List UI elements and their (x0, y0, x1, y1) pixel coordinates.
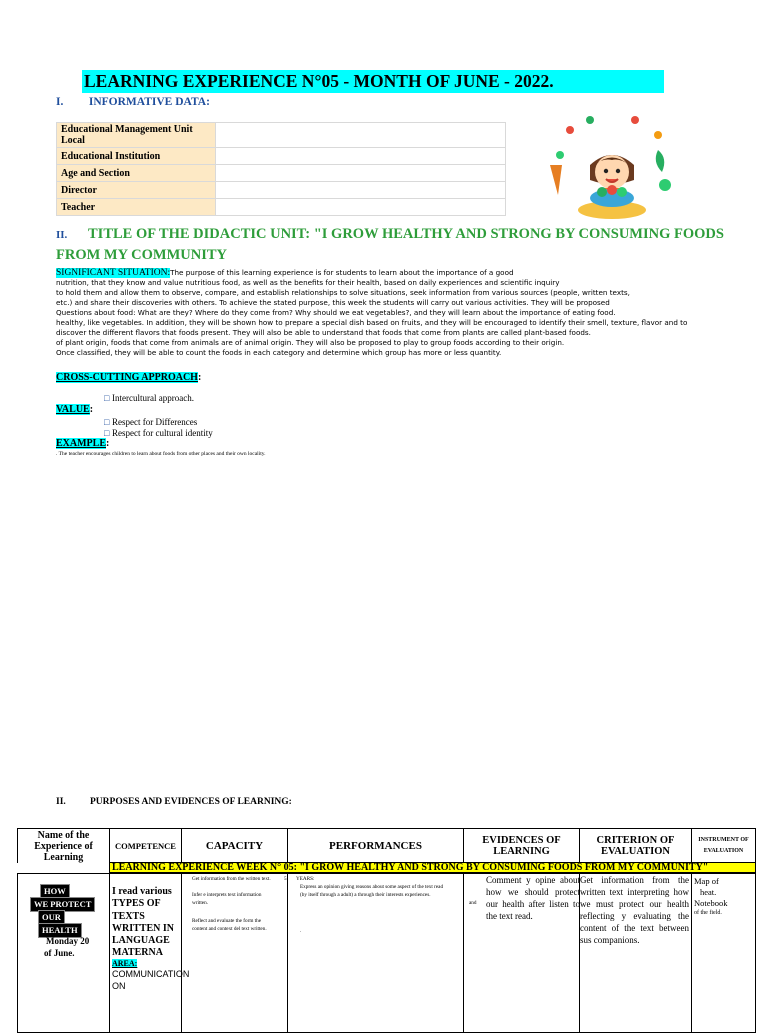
capacity-item: Infer e interprets text information written. (192, 892, 262, 906)
table-row (57, 182, 506, 199)
table-header-row (17, 828, 756, 863)
header-capacity: CAPACITY (182, 829, 288, 863)
info-value (216, 165, 506, 182)
name-box-line: WE PROTECT (30, 897, 95, 912)
info-value (216, 123, 506, 148)
didactic-unit-title: TITLE OF THE DIDACTIC UNIT: "I GROW HEALTHY AND STRONG BY CONSUMING FOODS FROM MY COMMUNITY (56, 226, 724, 263)
info-label: Teacher (57, 199, 216, 216)
header-instrument: INSTRUMENT OF EVALUATION (698, 837, 749, 854)
evidence-text: Comment y opine about how we should protect our health after listen to the text read. (486, 875, 580, 921)
capacity-mark: 5 (284, 876, 287, 882)
section-informative-heading (56, 96, 210, 108)
paragraph-line: discover the different flavors that foods present. They will also be able to understand that foods that come from plants are called plant-based foods. (56, 328, 591, 337)
table-row (57, 165, 506, 182)
name-box-line: OUR (38, 910, 65, 925)
performance-text: Express an opinion giving reasons about some aspect of the text read (by itself through a adult) a through their interests experiences. (300, 884, 444, 898)
example-heading: EXAMPLE: (56, 438, 110, 449)
section-number: I. (56, 96, 64, 108)
example-label: EXAMPLE (56, 438, 106, 449)
section-label: PURPOSES AND EVIDENCES OF LEARNING: (90, 797, 292, 807)
name-day: Monday 20 (46, 936, 90, 946)
header-competence: COMPETENCE (110, 829, 182, 863)
value-item: □ Respect for Differences (104, 417, 198, 427)
name-date: of June. (44, 948, 75, 958)
section-number: II. (56, 797, 66, 807)
evidence-connector: and (469, 900, 477, 906)
area-label: AREA: (112, 959, 138, 968)
paragraph-line: Questions about food: What are they? Where do they come from? Why should we eat vegetables?, and they will learn about the importance of eating food. (56, 308, 616, 317)
area-value: COMMUNICATION ON (112, 969, 190, 991)
section-label: INFORMATIVE DATA: (88, 96, 210, 108)
value-item: □ Respect for cultural identity (104, 428, 213, 438)
competence-text: I read various TYPES OF TEXTS WRITTEN IN LANGUAGE MATERNA (112, 886, 174, 959)
header-evidences: EVIDENCES OF LEARNING (464, 829, 580, 863)
paragraph-line: Once classified, they will be able to count the foods in each category and determine which group has more or less quantity. (56, 348, 502, 357)
name-box-line: HEALTH (38, 923, 82, 938)
paragraph-line: healthy, like vegetables. In addition, they will be shown how to prepare a special dish based on fruits, and they will be encouraged to identify their smell, texture, flavor and to (56, 318, 688, 327)
paragraph-line: nutrition, that they know and value nutritious food, as well as the benefits for their health, based on daily experiences and scientific inquiry (56, 278, 560, 287)
value-label: VALUE (56, 404, 90, 415)
example-text: . The teacher encourages children to learn about foods from other places and their own locality. (56, 451, 266, 457)
informative-data-table (56, 122, 506, 216)
bullet-text: Respect for Differences (112, 417, 198, 427)
info-value (216, 199, 506, 216)
paragraph-line: etc.) and share their discoveries with others. To achieve the stated purpose, this week the students will carry out various activities. They will be proposed (56, 298, 610, 307)
cross-cutting-label: CROSS-CUTTING APPROACH (56, 372, 198, 383)
section-number: II. (56, 229, 68, 241)
child-eating-vegetables-illustration (540, 110, 680, 225)
week-band: LEARNING EXPERIENCE WEEK N° 05: "I GROW HEALTHY AND STRONG BY CONSUMING FOODS FROM MY COMMUNITY" (109, 862, 756, 873)
info-value (216, 182, 506, 199)
header-criterion: CRITERION OF EVALUATION (580, 829, 692, 863)
significant-situation (56, 268, 756, 358)
info-label: Age and Section (57, 165, 216, 182)
info-label: Educational Institution (57, 148, 216, 165)
instrument-line: Notebook (694, 898, 728, 908)
header-experience-name: Name of the Experience of Learning (18, 829, 110, 863)
performance-dot: . (300, 928, 302, 934)
capacity-item: Get information from the written text. (192, 876, 271, 882)
performance-heading: YEARS: (296, 876, 315, 882)
criterion-text: Get information from the written text interpreting how we must protect our health reflecting y evaluating the content of the text between sus companions. (580, 875, 689, 945)
capacity-item: Reflect and evaluate the form the content and context del text written. (192, 918, 267, 932)
section-didactic-title (56, 224, 768, 265)
paragraph-line: to hold them and allow them to observe, compare, and establish relationships to solve situations, seek information from various sources (people, written texts, (56, 288, 630, 297)
paragraph-line: of plant origin, foods that come from animals are of animal origin. They will also be proposed to play to group foods according to their origin. (56, 338, 565, 347)
instrument-line: Map of (694, 876, 719, 886)
cross-cutting-item: □ Intercultural approach. (104, 393, 194, 403)
name-box-line: HOW (40, 884, 70, 899)
cross-cutting-heading: CROSS-CUTTING APPROACH: (56, 372, 202, 383)
info-label: Director (57, 182, 216, 199)
table-row (57, 199, 506, 216)
significant-situation-label: SIGNIFICANT SITUATION: (56, 268, 171, 278)
bullet-text: Respect for cultural identity (112, 428, 213, 438)
table-row (57, 148, 506, 165)
value-heading: VALUE: (56, 404, 94, 415)
paragraph-line: The purpose of this learning experience is for students to learn about the importance of a good (170, 268, 514, 277)
instrument-line: of the field. (694, 910, 722, 916)
info-value (216, 148, 506, 165)
section-purposes-heading (56, 797, 292, 807)
table-row (57, 123, 506, 148)
info-label: Educational Management Unit Local (57, 123, 216, 148)
page-title: LEARNING EXPERIENCE N°05 - MONTH OF JUNE - 2022. (82, 70, 664, 93)
instrument-line: heat. (700, 887, 717, 897)
bullet-text: Intercultural approach. (112, 393, 194, 403)
header-performances: PERFORMANCES (288, 829, 464, 863)
